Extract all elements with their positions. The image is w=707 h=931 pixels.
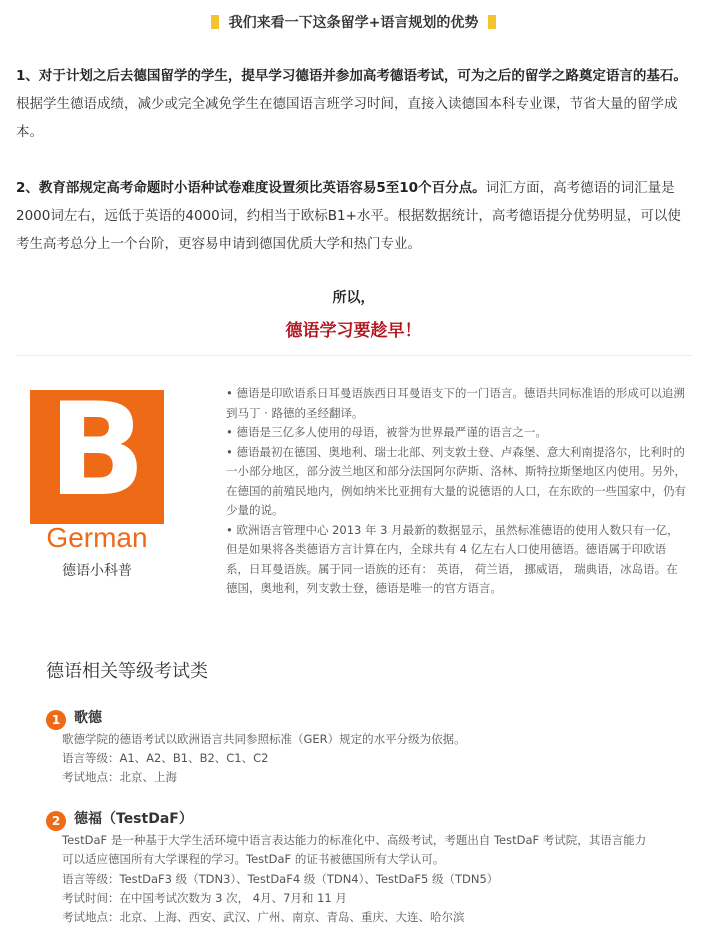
- conclusion-so: 所以，: [332, 290, 375, 306]
- exam-line: 歌德学院的德语考试以欧洲语言共同参照标准（GER）规定的水平分级为依据。: [62, 732, 466, 746]
- exam-name: 歌德: [74, 710, 102, 726]
- exam-line: 语言等级：TestDaF3 级（TDN3）、TestDaF4 级（TDN4）、TestDaF5 级（TDN5）: [62, 872, 499, 886]
- point-2-text: 词汇方面，高考德语的词汇量是2000词左右，远低于英语的4000词，约相当于欧标B1+水平。根据数据统计，高考德语提分优势明显，可以使考生高考总分上一个台阶，更容易申请到德国优质大学和热门专业。: [16, 180, 681, 252]
- section-header: [0, 12, 707, 32]
- logo-subtitle: 德语小科普: [62, 563, 132, 579]
- number-badge: 2: [46, 811, 66, 831]
- exam-line: TestDaF 是一种基于大学生活环境中语言表达能力的标准化中、高级考试，考题出自 TestDaF 考试院，其语言能力: [62, 833, 647, 847]
- exam-line: 可以适应德国所有大学课程的学习。TestDaF 的证书被德国所有大学认可。: [62, 852, 445, 866]
- point-1-bold: 1、对于计划之后去德国留学的学生，提早学习德语并参加高考德语考试，可为之后的留学之路奠定语言的基石。: [16, 68, 687, 84]
- fact-item: • 德语是三亿多人使用的母语，被誉为世界最严谨的语言之一。: [226, 425, 547, 439]
- german-facts: [226, 384, 688, 599]
- exam-line: 考试地点：北京、上海: [62, 770, 177, 784]
- fact-item: • 德语最初在德国、奥地利、瑞士北部、列支敦士登、卢森堡、意大利南提洛尔，比利时的一小部分地区，部分波兰地区和部分法国阿尔萨斯、洛林、斯特拉斯堡地区内使用。另外，在德国的前殖民地内，例如纳米比亚拥有大量的说德语的人口，在东欧的一些国家中，仍有少量的说。: [226, 444, 686, 517]
- point-2-bold: 2、教育部规定高考命题时小语种试卷难度设置须比英语容易5至10个百分点。: [16, 180, 486, 196]
- exam-line: 考试地点：北京、上海、西安、武汉、广州、南京、青岛、重庆、大连、哈尔滨: [62, 910, 465, 924]
- fact-item: • 德语是印欧语系日耳曼语族西日耳曼语支下的一门语言。德语共同标准语的形成可以追溯到马丁 · 路德的圣经翻译。: [226, 386, 685, 420]
- fact-item: • 欧洲语言管理中心 2013 年 3 月最新的数据显示，虽然标准德语的使用人数只有一亿，但是如果将各类德语方言计算在内，全球共有 4 亿左右人口使用德语。德语属于印欧语系，日耳曼语族。属于同一语族的还有： 英语， 荷兰语， 挪威语， 瑞典语，冰岛语。在德国，奥地利，列支敦士登，德语是唯一的官方语言。: [226, 522, 679, 595]
- yellow-bar-icon: [488, 15, 496, 29]
- conclusion-tagline: 德语学习要趁早！: [285, 321, 422, 341]
- advantage-point-2: [16, 174, 692, 258]
- german-logo: [30, 376, 164, 525]
- exam-section-title: 德语相关等级考试类: [46, 661, 208, 682]
- logo-word: German: [46, 522, 148, 553]
- yellow-bar-icon: [211, 15, 219, 29]
- number-badge: 1: [46, 710, 66, 730]
- advantage-point-1: [16, 62, 692, 146]
- header-title: 我们来看一下这条留学+语言规划的优势: [228, 15, 479, 31]
- exam-line: 考试时间：在中国考试次数为 3 次， 4月、7月和 11 月: [62, 891, 347, 905]
- exam-line: 语言等级：A1、A2、B1、B2、C1、C2: [62, 751, 269, 765]
- divider: [16, 355, 692, 356]
- point-1-text: 根据学生德语成绩，减少或完全减免学生在德国语言班学习时间，直接入读德国本科专业课，节省大量的留学成本。: [16, 96, 678, 140]
- logo-letter: B: [48, 376, 146, 525]
- exam-name: 德福（TestDaF）: [74, 811, 193, 827]
